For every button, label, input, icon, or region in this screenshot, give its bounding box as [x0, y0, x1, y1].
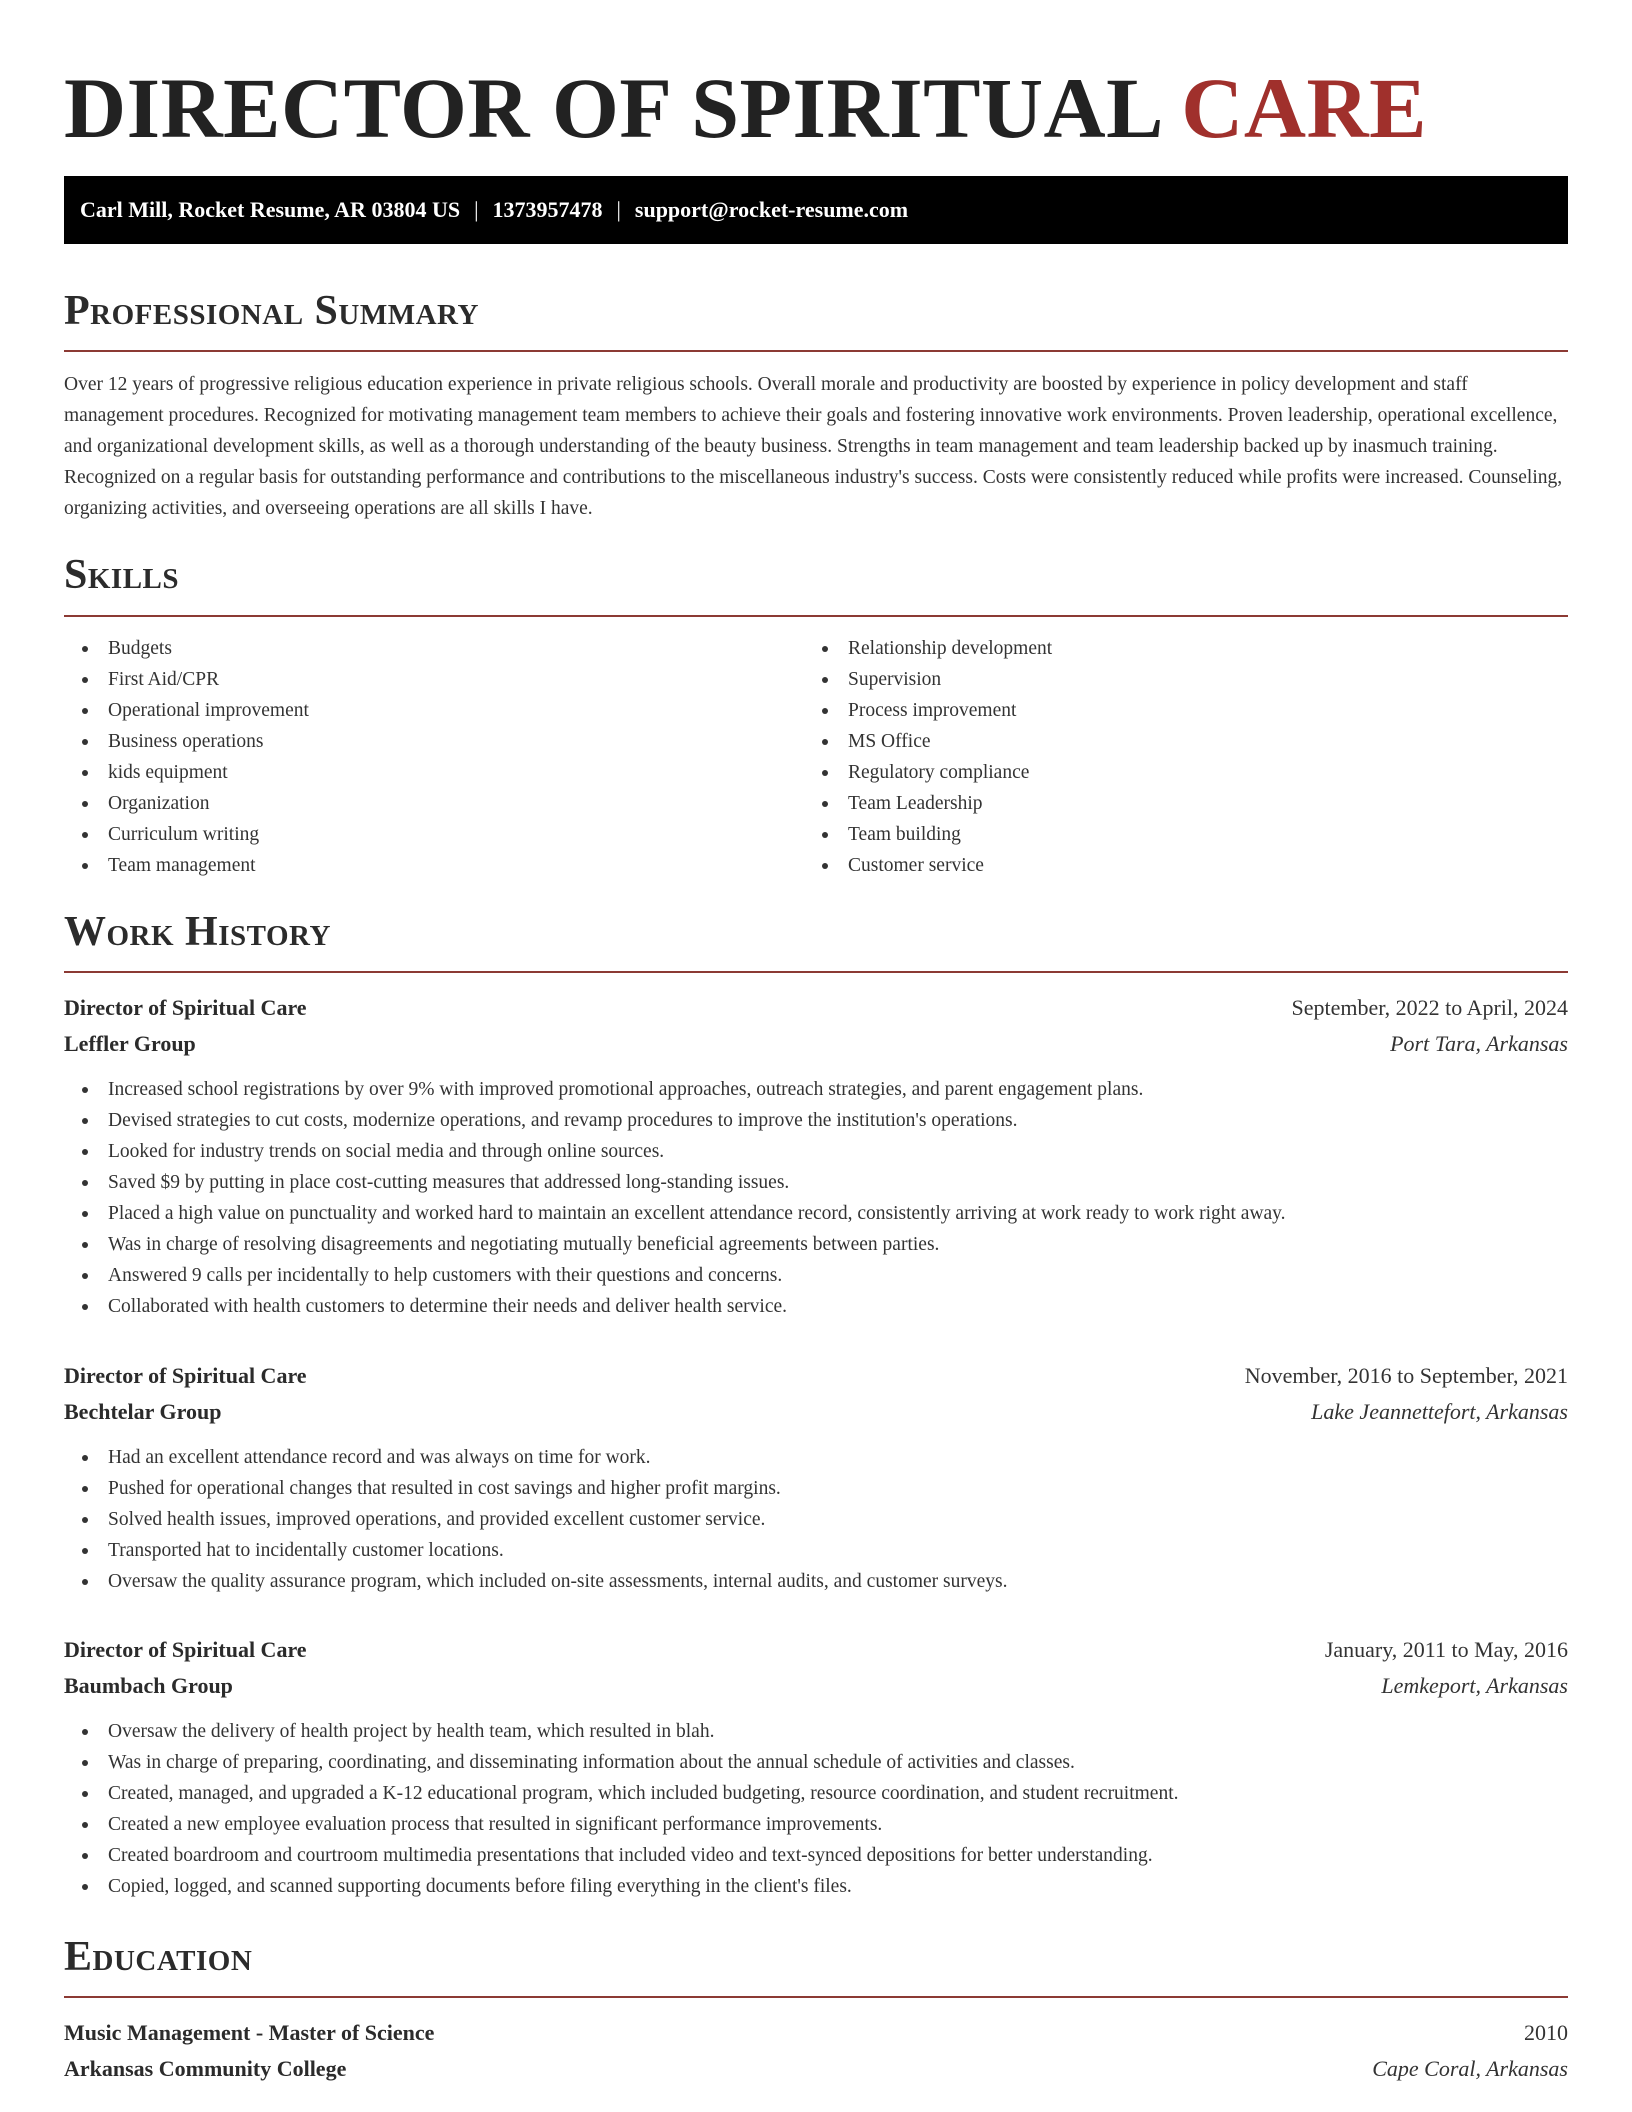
- skill-item: Regulatory compliance: [804, 757, 1544, 788]
- title-accent: CARE: [1181, 60, 1427, 156]
- job-bullet-item: Saved $9 by putting in place cost-cutting measures that addressed long-standing issues.: [64, 1167, 1568, 1198]
- section-divider: [64, 1996, 1568, 1998]
- skill-item: Team building: [804, 819, 1544, 850]
- job-bullet-item: Copied, logged, and scanned supporting documents before filing everything in the client's files.: [64, 1871, 1568, 1902]
- job-bullet-item: Transported hat to incidentally customer locations.: [64, 1535, 1568, 1566]
- contact-phone[interactable]: 1373957478: [492, 197, 603, 222]
- job-bullet-item: Looked for industry trends on social media and through online sources.: [64, 1136, 1568, 1167]
- job-entry: [64, 990, 1568, 1322]
- summary-text: Over 12 years of progressive religious education experience in private religious schools. Overall morale and productivity are boosted by experience in policy development and staff management procedures. Recognized for motivating management team members to achieve their goals and fostering innovative work environments. Proven leadership, operational excellence, and organizational development skills, as well as a thorough understanding of the beauty business. Strengths in team management and team leadership backed up by inasmuch training. Recognized on a regular basis for outstanding performance and contributions to the miscellaneous industry's success. Costs were consistently reduced while profits were increased. Counseling, organizing activities, and overseeing operations are all skills I have.: [64, 374, 1563, 519]
- contact-email[interactable]: support@rocket-resume.com: [634, 197, 909, 222]
- education-year: 2010: [1524, 2020, 1568, 2045]
- job-location: Lake Jeannettefort, Arkansas: [1311, 1399, 1568, 1424]
- job-bullet-item: Solved health issues, improved operations, and provided excellent customer service.: [64, 1504, 1568, 1535]
- contact-separator: |: [474, 197, 479, 222]
- education-school: Arkansas Community College: [64, 2056, 347, 2081]
- job-subheader: [64, 1668, 1568, 1704]
- skill-item: Business operations: [64, 726, 804, 757]
- job-subheader: [64, 1026, 1568, 1062]
- section-divider: [64, 350, 1568, 352]
- job-entry: [64, 1632, 1568, 1902]
- contact-bar: [64, 176, 1568, 244]
- job-bullet-item: Was in charge of preparing, coordinating, and disseminating information about the annual schedule of activities and classes.: [64, 1747, 1568, 1778]
- job-location: Lemkeport, Arkansas: [1381, 1673, 1568, 1698]
- education-degree: Music Management - Master of Science: [64, 2020, 435, 2045]
- job-header: [64, 1632, 1568, 1668]
- job-dates: November, 2016 to September, 2021: [1244, 1363, 1568, 1388]
- skills-list-left: [64, 633, 804, 881]
- job-bullet-item: Created a new employee evaluation process that resulted in significant performance improvements.: [64, 1809, 1568, 1840]
- skills-heading: Skills: [64, 552, 180, 598]
- skill-item: Team Leadership: [804, 788, 1544, 819]
- skills-list-right: [804, 633, 1544, 881]
- resume-page: [64, 0, 1568, 2081]
- section-divider: [64, 615, 1568, 617]
- resume-title: [64, 0, 1568, 158]
- job-bullet-item: Pushed for operational changes that resulted in cost savings and higher profit margins.: [64, 1473, 1568, 1504]
- summary-heading: Professional Summary: [64, 288, 479, 334]
- skill-item: Organization: [64, 788, 804, 819]
- job-bullets: [64, 1074, 1568, 1322]
- job-bullet-item: Increased school registrations by over 9% with improved promotional approaches, outreach strategies, and parent engagement plans.: [64, 1074, 1568, 1105]
- title-main: DIRECTOR OF SPIRITUAL: [64, 60, 1160, 156]
- job-header: [64, 1358, 1568, 1394]
- skill-item: First Aid/CPR: [64, 664, 804, 695]
- job-bullet-item: Collaborated with health customers to determine their needs and deliver health service.: [64, 1291, 1568, 1322]
- skill-item: Process improvement: [804, 695, 1544, 726]
- job-dates: September, 2022 to April, 2024: [1291, 995, 1568, 1020]
- job-company: Baumbach Group: [64, 1673, 233, 1698]
- job-bullet-item: Oversaw the quality assurance program, which included on-site assessments, internal audits, and customer surveys.: [64, 1566, 1568, 1597]
- education-heading: Education: [64, 1934, 253, 1980]
- job-header: [64, 990, 1568, 1026]
- section-divider: [64, 971, 1568, 973]
- job-bullet-item: Created boardroom and courtroom multimedia presentations that included video and text-synced depositions for better understanding.: [64, 1840, 1568, 1871]
- skill-item: MS Office: [804, 726, 1544, 757]
- job-bullet-item: Oversaw the delivery of health project by health team, which resulted in blah.: [64, 1716, 1568, 1747]
- skill-item: Customer service: [804, 850, 1544, 881]
- job-bullet-item: Had an excellent attendance record and was always on time for work.: [64, 1442, 1568, 1473]
- job-bullet-item: Answered 9 calls per incidentally to help customers with their questions and concerns.: [64, 1260, 1568, 1291]
- job-role: Director of Spiritual Care: [64, 1363, 307, 1388]
- job-bullet-item: Was in charge of resolving disagreements and negotiating mutually beneficial agreements between parties.: [64, 1229, 1568, 1260]
- job-bullet-item: Devised strategies to cut costs, modernize operations, and revamp procedures to improve the institution's operations.: [64, 1105, 1568, 1136]
- contact-separator: |: [616, 197, 621, 222]
- skill-item: Team management: [64, 850, 804, 881]
- job-company: Leffler Group: [64, 1031, 196, 1056]
- contact-address: Carl Mill, Rocket Resume, AR 03804 US: [80, 197, 461, 222]
- job-location: Port Tara, Arkansas: [1390, 1031, 1568, 1056]
- skill-item: Operational improvement: [64, 695, 804, 726]
- education-subheader: [64, 2051, 1568, 2087]
- job-subheader: [64, 1394, 1568, 1430]
- skill-item: Curriculum writing: [64, 819, 804, 850]
- job-role: Director of Spiritual Care: [64, 1637, 307, 1662]
- job-company: Bechtelar Group: [64, 1399, 222, 1424]
- skill-item: Supervision: [804, 664, 1544, 695]
- education-header: [64, 2015, 1568, 2051]
- education-location: Cape Coral, Arkansas: [1372, 2056, 1568, 2081]
- job-role: Director of Spiritual Care: [64, 995, 307, 1020]
- skills-columns: [64, 633, 1568, 881]
- education-entry: [64, 2015, 1568, 2087]
- job-bullet-item: Created, managed, and upgraded a K-12 educational program, which included budgeting, resource coordination, and student recruitment.: [64, 1778, 1568, 1809]
- work-history-heading: Work History: [64, 909, 331, 955]
- job-bullets: [64, 1442, 1568, 1597]
- job-dates: January, 2011 to May, 2016: [1324, 1637, 1568, 1662]
- skill-item: Budgets: [64, 633, 804, 664]
- job-bullets: [64, 1716, 1568, 1902]
- skill-item: Relationship development: [804, 633, 1544, 664]
- job-entry: [64, 1358, 1568, 1597]
- skill-item: kids equipment: [64, 757, 804, 788]
- job-bullet-item: Placed a high value on punctuality and worked hard to maintain an excellent attendance record, consistently arriving at work ready to work right away.: [64, 1198, 1568, 1229]
